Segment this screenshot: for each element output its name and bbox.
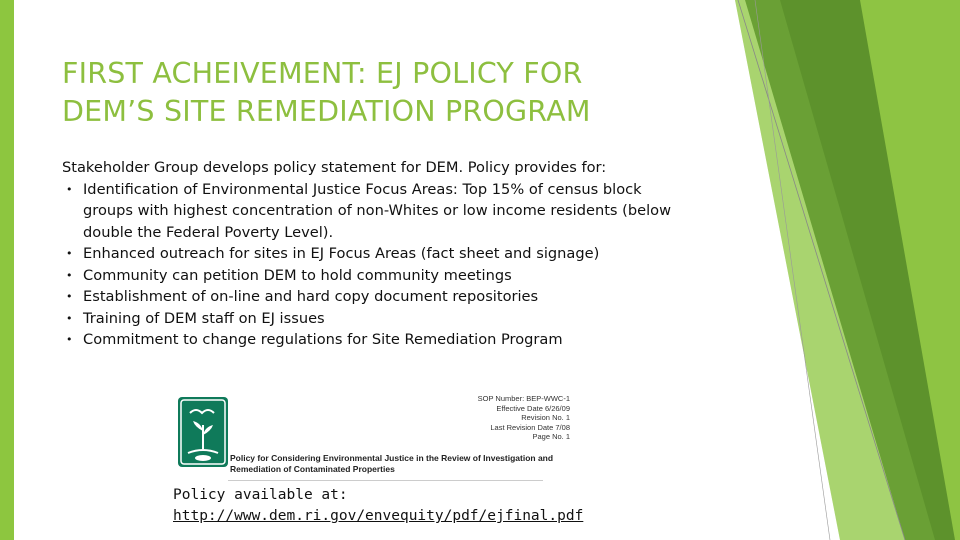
- bullet-dot: •: [66, 290, 73, 303]
- bullet-item: [62, 329, 672, 351]
- bullet-item: [62, 179, 672, 244]
- meta-page-no: Page No. 1: [532, 432, 570, 441]
- bullet-text: Enhanced outreach for sites in EJ Focus Areas (fact sheet and signage): [83, 245, 600, 262]
- bullet-dot: •: [66, 311, 73, 325]
- policy-availability: [173, 485, 583, 527]
- slide-body: [62, 157, 672, 351]
- bullet-item: [62, 286, 672, 308]
- document-divider: [228, 480, 543, 481]
- left-green-bar: [0, 0, 14, 540]
- slide-title-line-1: FIRST ACHEIVEMENT: EJ POLICY FOR: [62, 57, 583, 90]
- bullet-list: [62, 179, 672, 351]
- ri-dem-logo: [178, 397, 228, 467]
- bullet-text: Establishment of on-line and hard copy document repositories: [83, 288, 539, 305]
- meta-sop-number: SOP Number: BEP-WWC-1: [477, 394, 570, 403]
- slide-title-line-2: DEM’S SITE REMEDIATION PROGRAM: [62, 95, 591, 128]
- bullet-item: [62, 265, 672, 287]
- bullet-dot: •: [66, 247, 73, 260]
- document-title: Policy for Considering Environmental Justice in the Review of Investigation and Remediation of Contaminated Properties: [230, 453, 554, 474]
- meta-revision-no: Revision No. 1: [521, 413, 570, 422]
- bullet-item: [62, 308, 672, 330]
- bullet-dot: •: [66, 268, 73, 282]
- policy-document-preview: [172, 390, 582, 482]
- bullet-text: Identification of Environmental Justice Focus Areas: Top 15% of census block groups with highest concentration of non-Whites or low income residents (below double the Federal Poverty Level).: [83, 180, 672, 241]
- document-meta: [478, 394, 570, 442]
- meta-effective-date: Effective Date 6/26/09: [496, 403, 570, 413]
- bullet-text: Commitment to change regulations for Site Remediation Program: [83, 331, 563, 348]
- meta-last-revision: Last Revision Date 7/08: [490, 422, 570, 432]
- intro-text: Stakeholder Group develops policy statement for DEM. Policy provides for:: [62, 159, 607, 176]
- policy-label: Policy available at:: [173, 487, 348, 503]
- bullet-dot: •: [66, 333, 73, 346]
- bullet-text: Community can petition DEM to hold community meetings: [83, 266, 512, 284]
- bullet-text: Training of DEM staff on EJ issues: [83, 309, 325, 327]
- policy-link[interactable]: http://www.dem.ri.gov/envequity/pdf/ejfinal.pdf: [173, 508, 584, 524]
- bullet-item: [62, 243, 672, 265]
- slide-title: [62, 55, 702, 131]
- bullet-dot: •: [66, 182, 73, 196]
- ri-dem-logo-icon: [178, 397, 228, 467]
